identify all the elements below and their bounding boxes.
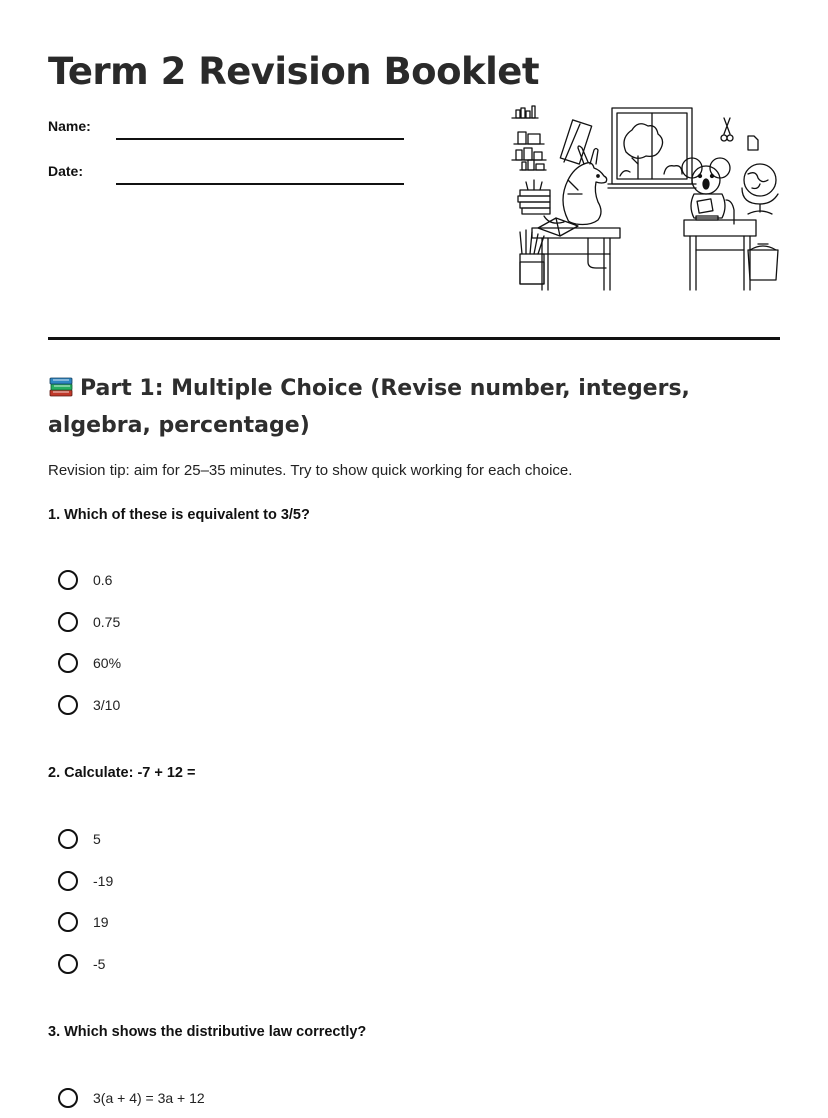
section-heading-text: Part 1: Multiple Choice (Revise number, integers, algebra, percentage): [48, 376, 690, 438]
section-divider: [48, 337, 780, 340]
date-label: Date:: [48, 163, 84, 179]
option-q2-c[interactable]: [58, 910, 109, 934]
radio-button[interactable]: [58, 653, 78, 673]
option-label: 5: [93, 831, 101, 847]
option-label: 0.75: [93, 614, 121, 630]
question-3: 3. Which shows the distributive law correctly?: [48, 1024, 367, 1040]
question-2: 2. Calculate: -7 + 12 =: [48, 765, 196, 781]
books-icon: [48, 375, 74, 397]
radio-button[interactable]: [58, 871, 78, 891]
option-label: 0.6: [93, 572, 113, 588]
radio-button[interactable]: [58, 612, 78, 632]
option-q2-a[interactable]: [58, 827, 101, 851]
option-q1-a[interactable]: [58, 568, 112, 592]
revision-tip: Revision tip: aim for 25–35 minutes. Try to show quick working for each choice.: [48, 462, 573, 479]
radio-button[interactable]: [58, 829, 78, 849]
section-heading: [48, 370, 768, 444]
name-field[interactable]: [116, 138, 404, 140]
option-q2-d[interactable]: [58, 952, 105, 976]
option-label: 3(a + 4) = 3a + 12: [93, 1090, 205, 1106]
option-q1-b[interactable]: [58, 610, 120, 634]
radio-button[interactable]: [58, 912, 78, 932]
option-label: 19: [93, 914, 109, 930]
question-1: 1. Which of these is equivalent to 3/5?: [48, 507, 310, 523]
option-q1-c[interactable]: [58, 651, 121, 675]
radio-button[interactable]: [58, 954, 78, 974]
date-field[interactable]: [116, 183, 404, 185]
option-label: 3/10: [93, 697, 121, 713]
name-label: Name:: [48, 118, 91, 134]
radio-button[interactable]: [58, 695, 78, 715]
option-label: -19: [93, 873, 114, 889]
radio-button[interactable]: [58, 570, 78, 590]
option-q3-a[interactable]: [58, 1086, 205, 1110]
classroom-illustration: [508, 104, 780, 296]
option-q1-d[interactable]: [58, 693, 120, 717]
page-title: Term 2 Revision Booklet: [48, 50, 540, 93]
option-q2-b[interactable]: [58, 869, 113, 893]
option-label: -5: [93, 956, 106, 972]
radio-button[interactable]: [58, 1088, 78, 1108]
option-label: 60%: [93, 655, 122, 671]
